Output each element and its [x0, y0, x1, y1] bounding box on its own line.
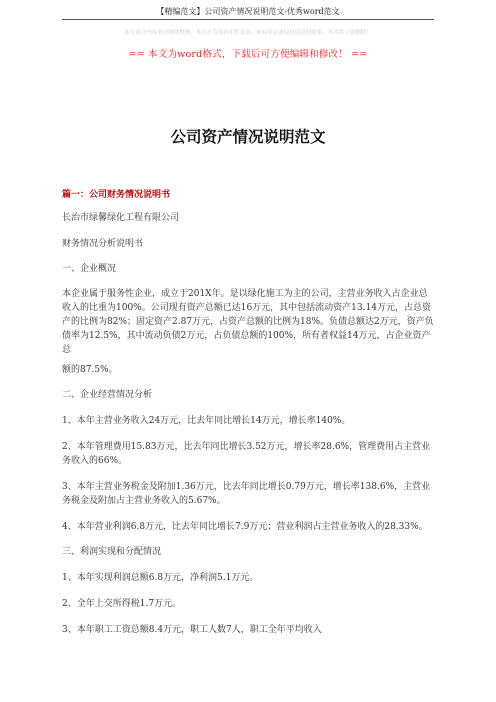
list-item: 2、全年上交所得税1.7万元。 [62, 599, 182, 609]
list-item: 1、本年实现利润总额6.8万元，净利润5.1万元。 [62, 573, 259, 583]
document-body [62, 188, 434, 637]
paragraph-overview-cont: 额的87.5%。 [62, 365, 118, 375]
heading-profit: 三、利润实现和分配情况 [62, 547, 162, 557]
list-item: 2、本年管理费用15.83万元，比去年同比增长3.52万元，增长率28.6%，管理费用占主营业务收入的66%。 [62, 442, 431, 466]
list-item: 3、本年主营业务税金及附加1.36万元，比去年同比增长0.79万元，增长率138.6%，主营业务税金及附加占主营业务收入的5.67%。 [62, 482, 431, 506]
heading-overview: 一、企业概况 [62, 264, 117, 274]
heading-operations: 二、企业经营情况分析 [62, 390, 153, 400]
section-heading: 篇一：公司财务情况说明书 [62, 190, 171, 200]
word-format-banner: == 本文为word格式，下载后可方便编辑和修改！ == [128, 49, 368, 60]
report-subtitle: 财务情况分析说明书 [62, 239, 144, 249]
company-name: 长治市绿馨绿化工程有限公司 [62, 213, 180, 223]
header-divider [62, 19, 434, 20]
paragraph-overview: 本企业属于服务性企业，成立于201X年。是以绿化施工为主的公司，主营业务收入占企业总收入的比重为100%。公司现有资产总额已达16万元，其中包括流动资产13.14万元，占总资产的比例为82%；固定资产2.87万元，占资产总额的比例为18%。负债总额达2万元，资产负债率为12.5%，其中流动负债2万元，占负债总额的100%，所有者权益14万元，占企业资产总 [62, 289, 434, 355]
document-title: 公司资产情况说明范文 [170, 128, 326, 146]
list-item: 4、本年营业利润6.8万元，比去年同比增长7.9万元；营业利润占主营业务收入的28.33%。 [62, 522, 428, 532]
list-item: 3、本年职工工资总额8.4万元，职工人数7人，职工全年平均收入 [62, 625, 322, 635]
page-header: 【精编范文】公司资产情况说明范文-优秀word范文 [156, 7, 340, 16]
disclaimer-text: 本文部分内容来自网络整理，本司不为其真实性负责，如有异议或侵权请及时联系，本司将立即删除！ [124, 30, 372, 36]
list-item: 1、本年主营业务收入24万元，比去年同比增长14万元，增长率140%。 [62, 416, 351, 426]
